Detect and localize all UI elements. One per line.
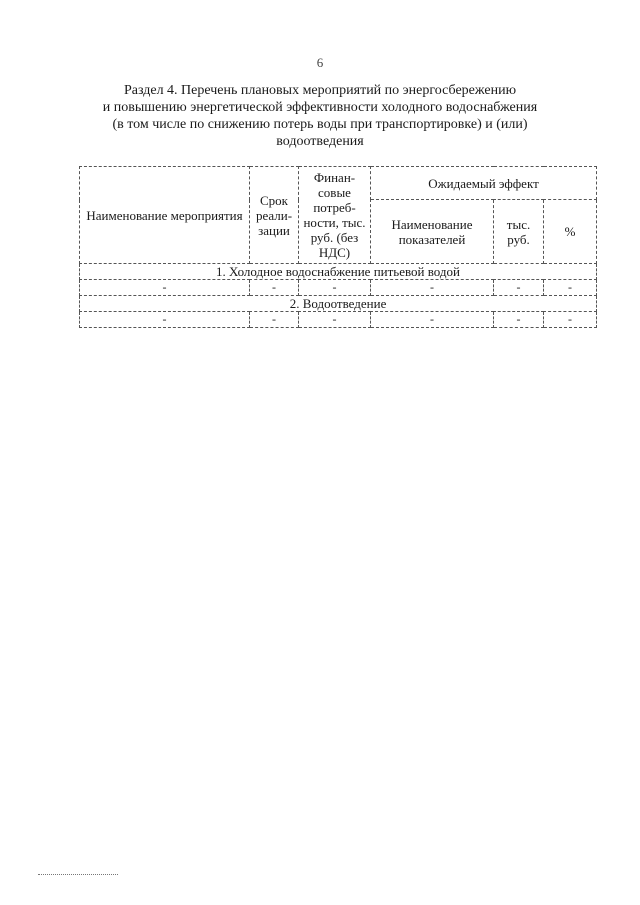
table-cell: -	[371, 312, 494, 328]
table-cell: -	[544, 312, 597, 328]
section-title-cell: 1. Холодное водоснабжение питьевой водой	[80, 264, 597, 280]
header-finance: Финан-совые потреб-ности, тыс. руб. (без НДС)	[299, 167, 371, 264]
header-measure-name: Наименование мероприятия	[80, 167, 250, 264]
title-line: водоотведения	[276, 134, 364, 149]
footer-dotted-line	[38, 874, 118, 875]
table-cell: -	[80, 280, 250, 296]
title-line: (в том числе по снижению потерь воды при транспортировке) и (или)	[112, 117, 528, 132]
table-cell: -	[494, 312, 544, 328]
header-indicator-name: Наименование показателей	[371, 200, 494, 264]
title-line: Раздел 4. Перечень плановых мероприятий по энергосбережению	[123, 83, 517, 98]
title-line: и повышению энергетической эффективности холодного водоснабжения	[102, 100, 538, 115]
table-cell: -	[299, 312, 371, 328]
table-cell: -	[494, 280, 544, 296]
section-title	[70, 82, 570, 150]
table-cell: -	[80, 312, 250, 328]
measures-table	[79, 166, 597, 328]
table-cell: -	[371, 280, 494, 296]
header-thousand-rub: тыс. руб.	[494, 200, 544, 264]
section-row	[80, 296, 597, 312]
header-row	[80, 167, 597, 200]
section-title-cell: 2. Водоотведение	[80, 296, 597, 312]
page-number: 6	[316, 55, 324, 70]
section-row	[80, 264, 597, 280]
header-expected-effect: Ожидаемый эффект	[371, 167, 597, 200]
table-cell: -	[250, 312, 299, 328]
table-cell: -	[544, 280, 597, 296]
table-cell: -	[250, 280, 299, 296]
header-percent: %	[544, 200, 597, 264]
table-row	[80, 280, 597, 296]
header-term: Срок реали-зации	[250, 167, 299, 264]
table-row	[80, 312, 597, 328]
table-cell: -	[299, 280, 371, 296]
